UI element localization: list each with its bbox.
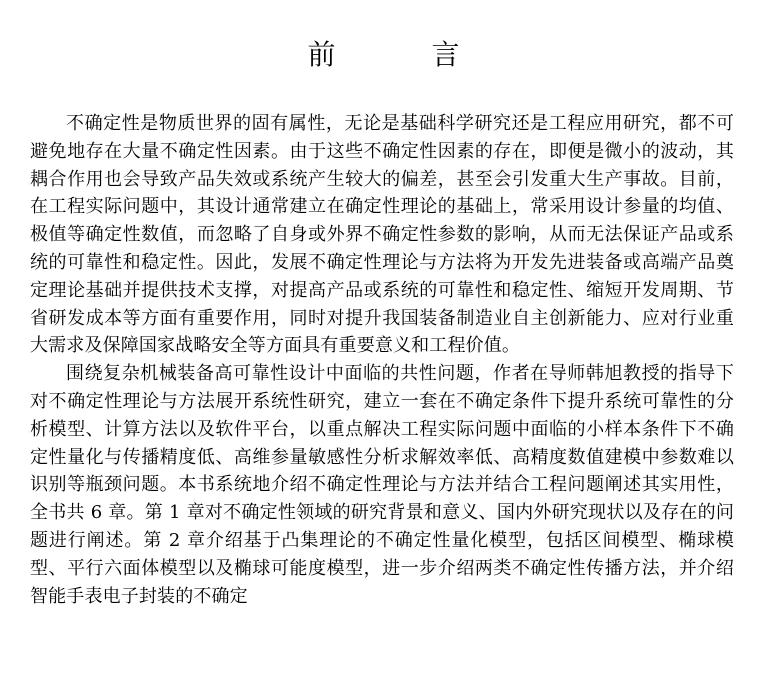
paragraph-1: 不确定性是物质世界的固有属性，无论是基础科学研究还是工程应用研究，都不可避免地存在大量不确定性因素。由于这些不确定性因素的存在，即便是微小的波动，其耦合作用也会导致产品失效或系统产生较大的偏差，甚至会引发重大生产事故。目前，在工程实际问题中，其设计通常建立在确定性理论的基础上，常采用设计参量的均值、极值等确定性数值，而忽略了自身或外界不确定性参数的影响，从而无法保证产品或系统的可靠性和稳定性。因此，发展不确定性理论与方法将为开发先进装备或高端产品奠定理论基础并提供技术支撑，对提高产品或系统的可靠性和稳定性、缩短开发周期、节省研发成本等方面有重要作用，同时对提升我国装备制造业自主创新能力、应对行业重大需求及保障国家战略安全等方面具有重要意义和工程价值。 (30, 113, 734, 357)
page-title: 前 言 (307, 38, 494, 71)
paragraph-2: 围绕复杂机械装备高可靠性设计中面临的共性问题，作者在导师韩旭教授的指导下对不确定性理论与方法展开系统性研究，建立一套在不确定条件下提升系统可靠性的分析模型、计算方法以及软件平台，以重点解决工程实际问题中面临的小样本条件下不确定性量化与传播精度低、高维参量敏感性分析求解效率低、高精度数值建模中参数难以识别等瓶颈问题。本书系统地介绍不确定性理论与方法并结合工程问题阐述其实用性，全书共 6 章。第 1 章对不确定性领域的研究背景和意义、国内外研究现状以及存在的问题进行阐述。第 2 章介绍基于凸集理论的不确定性量化模型，包括区间模型、椭球模型、平行六面体模型以及椭球可能度模型，进一步介绍两类不确定性传播方法，并介绍智能手表电子封装的不确定 (30, 363, 734, 607)
body-text (30, 110, 734, 610)
